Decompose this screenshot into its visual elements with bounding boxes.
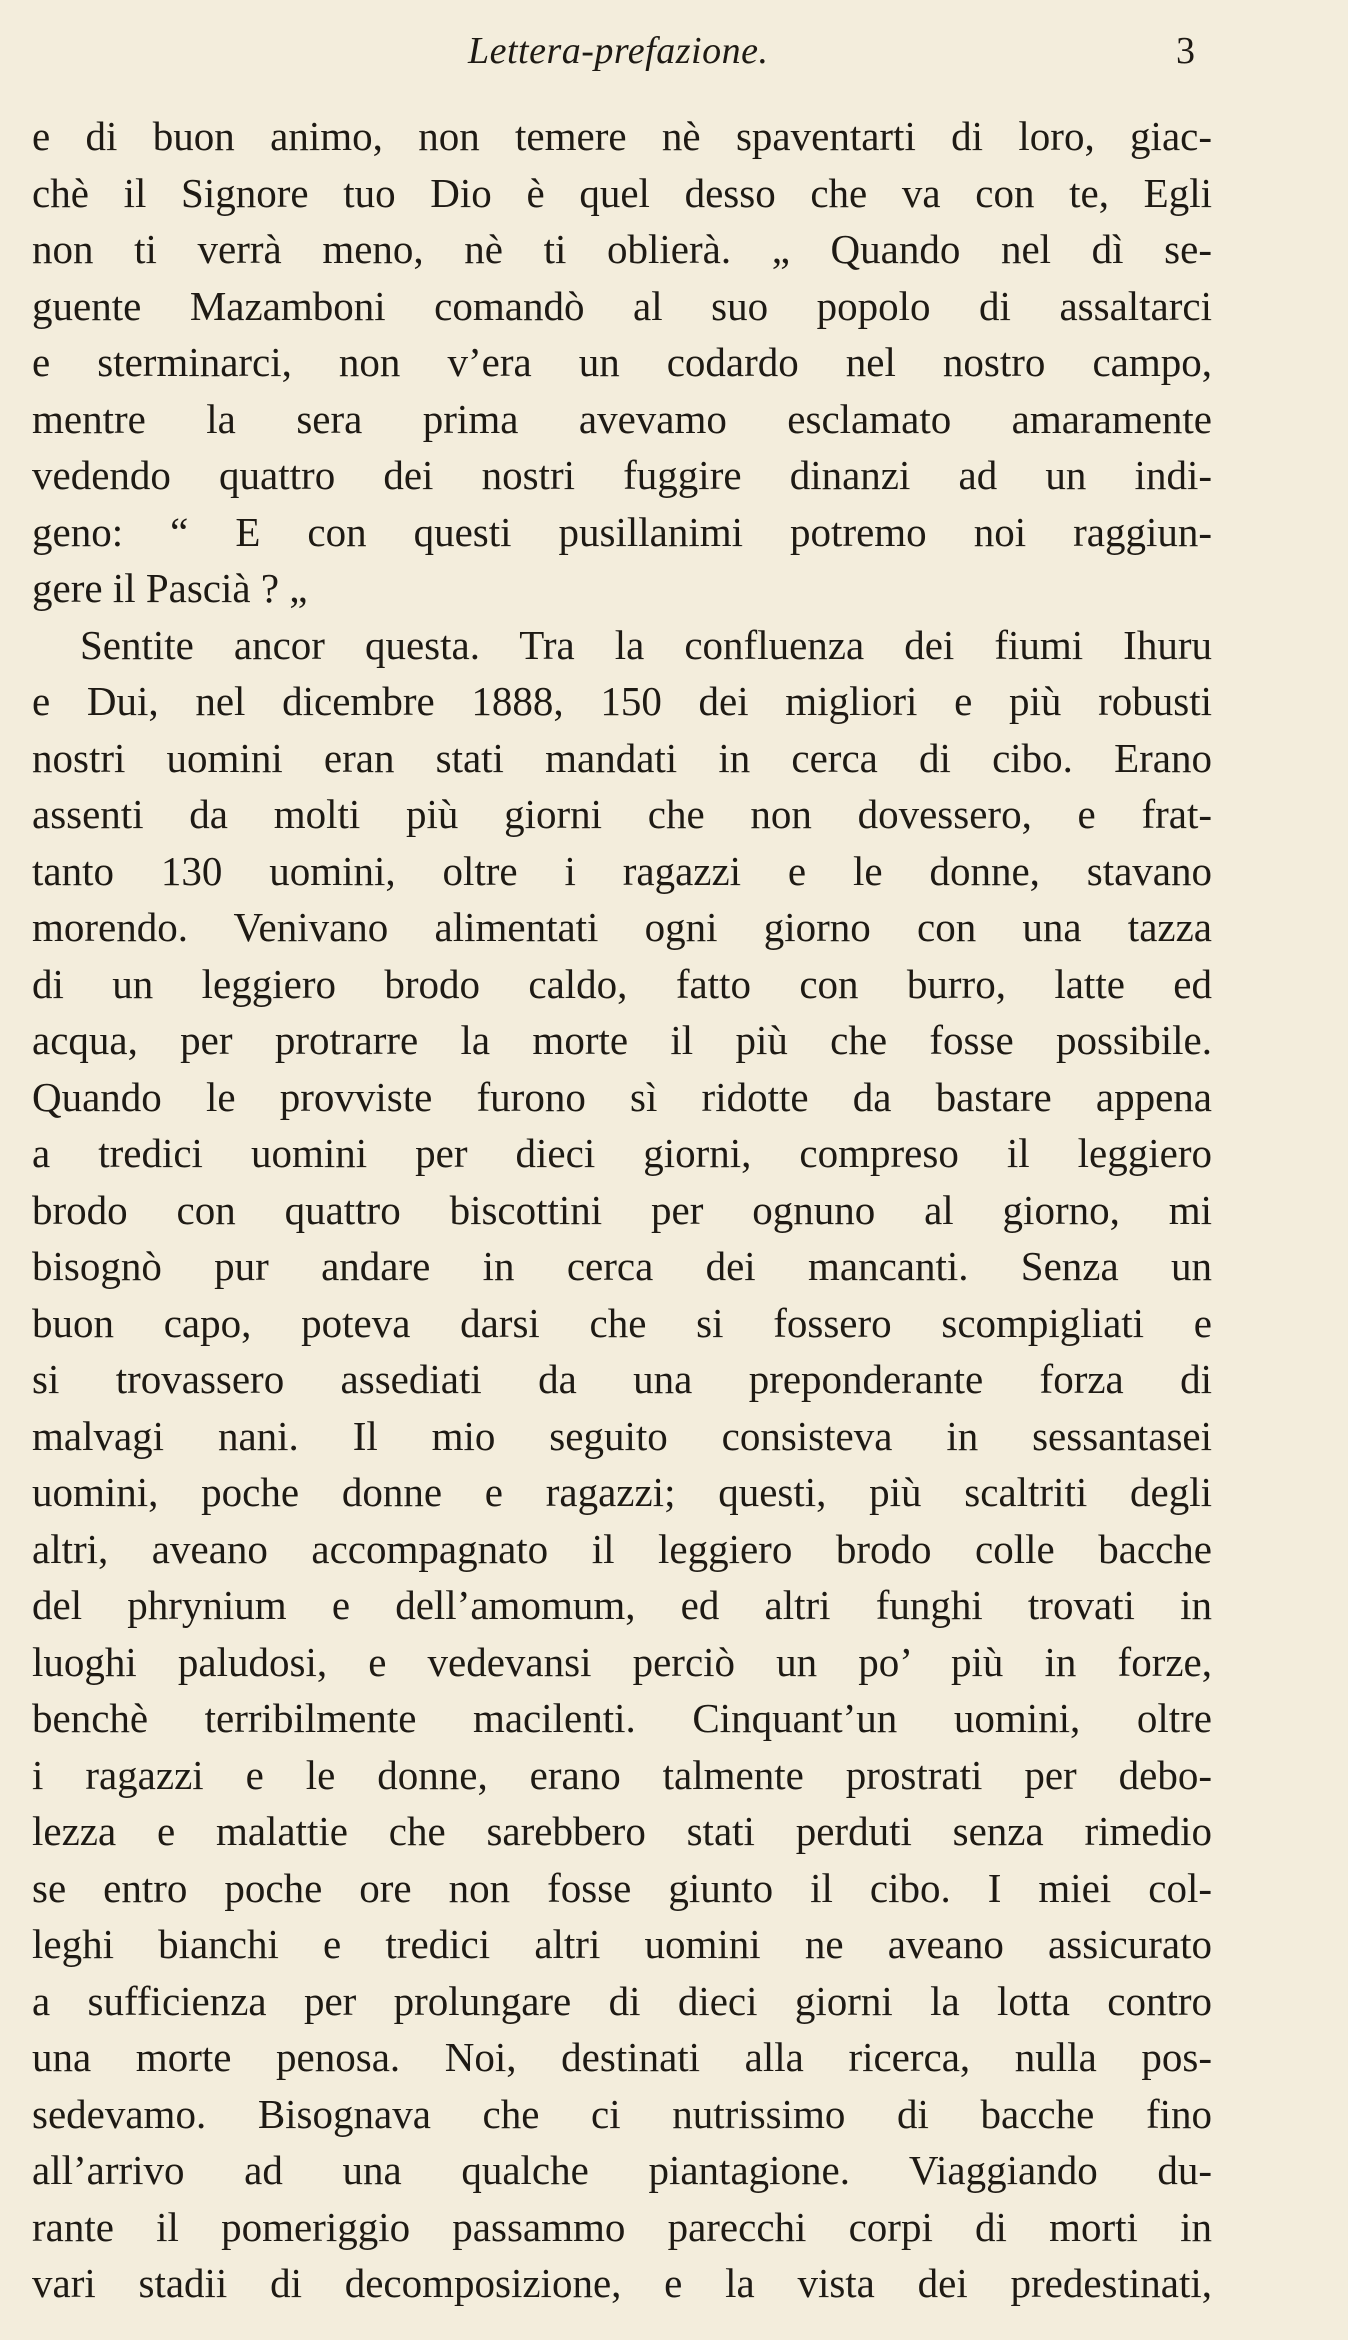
- running-title: Lettera-prefazione.: [468, 30, 769, 72]
- text-line: lezza e malattie che sarebbero stati perduti senza rimedio: [32, 1808, 1212, 1854]
- text-line: altri, aveano accompagnato il leggiero brodo colle bacche: [32, 1525, 1212, 1572]
- text-line: assenti da molti più giorni che non dovessero, e frat-: [32, 791, 1212, 837]
- text-line: benchè terribilmente macilenti. Cinquant’un uomini, oltre: [32, 1695, 1212, 1741]
- text-line: all’arrivo ad una qualche piantagione. Viaggiando du-: [32, 2147, 1212, 2193]
- text-line: una morte penosa. Noi, destinati alla ricerca, nulla pos-: [32, 2034, 1212, 2080]
- text-line: mentre la sera prima avevamo esclamato amaramente: [32, 395, 1212, 442]
- text-line: chè il Signore tuo Dio è quel desso che va con te, Egli: [32, 169, 1212, 216]
- text-line: buon capo, poteva darsi che si fossero scompigliati e: [32, 1299, 1212, 1346]
- text-line: Quando le provviste furono sì ridotte da bastare appena: [32, 1073, 1212, 1120]
- text-line: brodo con quattro biscottini per ognuno al giorno, mi: [32, 1186, 1212, 1233]
- text-line: nostri uomini eran stati mandati in cerca di cibo. Erano: [32, 734, 1212, 781]
- text-line: geno: “ E con questi pusillanimi potremo noi raggiun-: [32, 508, 1212, 555]
- text-line: di un leggiero brodo caldo, fatto con burro, latte ed: [32, 960, 1212, 1007]
- text-line: del phrynium e dell’amomum, ed altri funghi trovati in: [32, 1582, 1212, 1628]
- text-line: a sufficienza per prolungare di dieci giorni la lotta contro: [32, 1977, 1212, 2024]
- text-line: leghi bianchi e tredici altri uomini ne aveano assicurato: [32, 1921, 1212, 1967]
- text-line: morendo. Venivano alimentati ogni giorno con una tazza: [32, 904, 1212, 950]
- running-head: [0, 26, 1348, 76]
- text-line: a tredici uomini per dieci giorni, compreso il leggiero: [32, 1130, 1212, 1176]
- text-line: malvagi nani. Il mio seguito consisteva in sessantasei: [32, 1412, 1212, 1459]
- text-line: guente Mazamboni comandò al suo popolo di assaltarci: [32, 282, 1212, 329]
- paragraph-end-line: gere il Pascià ? „: [32, 565, 308, 611]
- text-line: si trovassero assediati da una preponderante forza di: [32, 1356, 1212, 1402]
- text-line: vedendo quattro dei nostri fuggire dinanzi ad un indi-: [32, 452, 1212, 498]
- text-line: rante il pomeriggio passammo parecchi corpi di morti in: [32, 2203, 1212, 2250]
- text-line: tanto 130 uomini, oltre i ragazzi e le donne, stavano: [32, 847, 1212, 894]
- text-line: e Dui, nel dicembre 1888, 150 dei migliori e più robusti: [32, 678, 1212, 724]
- paragraph-start-line: Sentite ancor questa. Tra la confluenza dei fiumi Ihuru: [80, 621, 1212, 668]
- text-line: uomini, poche donne e ragazzi; questi, più scaltriti degli: [32, 1469, 1212, 1515]
- text-line: e di buon animo, non temere nè spaventarti di loro, giac-: [32, 113, 1212, 159]
- page-number: 3: [1176, 30, 1195, 72]
- text-line: se entro poche ore non fosse giunto il cibo. I miei col-: [32, 1864, 1212, 1911]
- text-line: sedevamo. Bisognava che ci nutrissimo di bacche fino: [32, 2090, 1212, 2137]
- text-line: luoghi paludosi, e vedevansi perciò un po’ più in forze,: [32, 1638, 1212, 1685]
- text-line: i ragazzi e le donne, erano talmente prostrati per debo-: [32, 1751, 1212, 1798]
- text-line: non ti verrà meno, nè ti oblierà. „ Quando nel dì se-: [32, 226, 1212, 272]
- body-text: [32, 108, 1212, 2312]
- text-line: e sterminarci, non v’era un codardo nel nostro campo,: [32, 339, 1212, 385]
- text-line: bisognò pur andare in cerca dei mancanti. Senza un: [32, 1243, 1212, 1289]
- text-line: acqua, per protrarre la morte il più che fosse possibile.: [32, 1017, 1212, 1063]
- text-line: vari stadii di decomposizione, e la vista dei predestinati,: [32, 2260, 1212, 2306]
